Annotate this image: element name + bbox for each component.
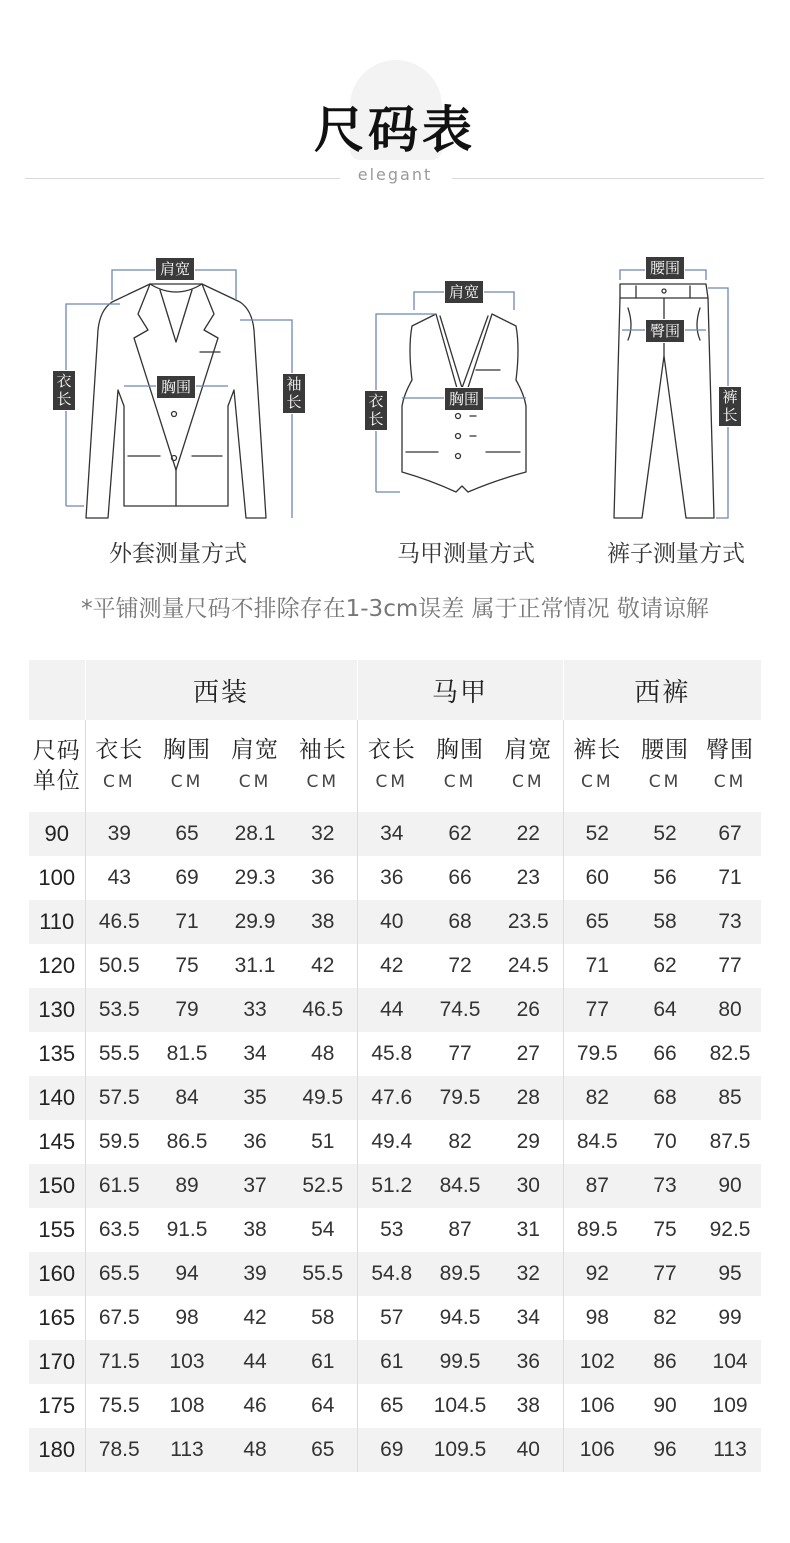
value-cell: 82.5 [709, 1042, 751, 1065]
value-cell: 54.8 [357, 1252, 426, 1296]
value-cell: 26 [494, 988, 563, 1032]
value-cell: 43 [85, 856, 153, 900]
value-cell: 54 [311, 1218, 335, 1241]
value-cell: 42 [311, 954, 335, 977]
group-header-suit: 西装 [85, 660, 357, 720]
value-cell: 59.5 [85, 1120, 153, 1164]
table-row [29, 812, 761, 856]
value-cell: 82 [448, 1130, 472, 1153]
group-header-row [29, 660, 761, 720]
value-cell: 49.5 [289, 1076, 357, 1120]
value-cell: 67 [699, 812, 761, 856]
size-cell: 140 [29, 1076, 85, 1120]
column-name: 腰围 [641, 737, 690, 763]
value-cell: 108 [169, 1394, 205, 1417]
value-cell: 31 [516, 1218, 540, 1241]
value-cell: 28 [494, 1076, 563, 1120]
column-name: 肩宽 [231, 737, 279, 763]
size-cell: 90 [29, 812, 85, 856]
column-unit: CM [713, 772, 747, 792]
value-cell: 85 [699, 1076, 761, 1120]
vest-length-label: 衣长 [364, 390, 388, 431]
value-cell: 42 [243, 1306, 267, 1329]
value-cell: 98 [563, 1296, 631, 1340]
column-header [426, 720, 494, 812]
value-cell: 103 [153, 1340, 221, 1384]
column-name: 肩宽 [504, 737, 553, 763]
unit-header-label: 单位 [32, 768, 81, 794]
table-row [29, 1252, 761, 1296]
value-cell: 104.5 [433, 1394, 487, 1417]
value-cell: 81.5 [166, 1042, 208, 1065]
value-cell: 75 [653, 1218, 677, 1241]
table-row [29, 1120, 761, 1164]
value-cell: 53.5 [85, 988, 153, 1032]
value-cell: 69 [357, 1428, 426, 1472]
value-cell: 79.5 [426, 1076, 494, 1120]
value-cell: 46 [243, 1394, 267, 1417]
value-cell: 87.5 [709, 1130, 751, 1153]
value-cell: 46.5 [289, 988, 357, 1032]
value-cell: 57 [357, 1296, 426, 1340]
value-cell: 44 [357, 988, 426, 1032]
value-cell: 58 [631, 900, 699, 944]
pants-length-label: 裤长 [718, 386, 742, 427]
group-header-trousers: 西裤 [563, 660, 761, 720]
size-table [29, 660, 761, 1472]
value-cell: 30 [494, 1164, 563, 1208]
value-cell: 51 [311, 1130, 335, 1153]
value-cell: 84.5 [563, 1120, 631, 1164]
value-cell: 104 [699, 1340, 761, 1384]
jacket-shoulder-label: 肩宽 [155, 257, 195, 281]
value-cell: 87 [448, 1218, 472, 1241]
value-cell: 29 [516, 1130, 540, 1153]
column-unit: CM [306, 772, 340, 792]
value-cell: 39 [85, 812, 153, 856]
value-cell: 102 [563, 1340, 631, 1384]
pants-hip-label: 臀围 [645, 319, 685, 343]
value-cell: 34 [357, 812, 426, 856]
size-cell: 165 [38, 1305, 76, 1330]
table-row [29, 1208, 761, 1252]
value-cell: 36 [357, 856, 426, 900]
value-cell: 37 [221, 1164, 289, 1208]
table-row [29, 1340, 761, 1384]
value-cell: 106 [563, 1384, 631, 1428]
column-header [494, 720, 563, 812]
value-cell: 61 [357, 1340, 426, 1384]
value-cell: 45.8 [357, 1032, 426, 1076]
column-name: 臀围 [706, 737, 755, 763]
value-cell: 99 [718, 1306, 742, 1329]
value-cell: 35 [221, 1076, 289, 1120]
value-cell: 40 [494, 1428, 563, 1472]
table-row [29, 1164, 761, 1208]
value-cell: 52 [631, 812, 699, 856]
table-row [29, 900, 761, 944]
vest-chest-label: 胸围 [444, 387, 484, 411]
value-cell: 62 [426, 812, 494, 856]
value-cell: 113 [699, 1428, 761, 1472]
vest-shoulder-label: 肩宽 [444, 280, 484, 304]
value-cell: 49.4 [357, 1120, 426, 1164]
value-cell: 63.5 [85, 1208, 153, 1252]
size-cell: 160 [29, 1252, 85, 1296]
value-cell: 44 [221, 1340, 289, 1384]
value-cell: 31.1 [234, 954, 276, 977]
value-cell: 65 [357, 1384, 426, 1428]
value-cell: 32 [494, 1252, 563, 1296]
table-row [29, 1076, 761, 1120]
value-cell: 22 [494, 812, 563, 856]
table-row [29, 1296, 761, 1340]
column-header [699, 720, 761, 812]
column-header-row [29, 720, 761, 812]
value-cell: 74.5 [426, 988, 494, 1032]
group-header-vest: 马甲 [357, 660, 563, 720]
size-cell: 110 [29, 900, 85, 944]
value-cell: 34 [243, 1042, 267, 1065]
vest-caption: 马甲测量方式 [397, 541, 535, 567]
size-cell: 150 [29, 1164, 85, 1208]
value-cell: 71 [563, 944, 631, 988]
value-cell: 75.5 [85, 1384, 153, 1428]
value-cell: 77 [448, 1042, 472, 1065]
size-header-label: 尺码 [32, 738, 81, 764]
column-name: 衣长 [367, 737, 416, 763]
table-row [29, 856, 761, 900]
value-cell: 95 [699, 1252, 761, 1296]
jacket-caption: 外套测量方式 [109, 541, 247, 567]
value-cell: 36 [243, 1130, 267, 1153]
column-unit: CM [581, 772, 614, 792]
value-cell: 40 [357, 900, 426, 944]
column-unit: CM [512, 772, 545, 792]
column-header [85, 720, 153, 812]
value-cell: 71 [718, 866, 742, 889]
value-cell: 24.5 [507, 954, 549, 977]
value-cell: 66 [653, 1042, 677, 1065]
size-cell: 180 [29, 1428, 85, 1472]
value-cell: 38 [516, 1394, 540, 1417]
value-cell: 61 [289, 1340, 357, 1384]
value-cell: 65.5 [85, 1252, 153, 1296]
value-cell: 29.3 [234, 866, 276, 889]
value-cell: 77 [563, 988, 631, 1032]
value-cell: 52 [563, 812, 631, 856]
value-cell: 96 [631, 1428, 699, 1472]
jacket-chest-label: 胸围 [156, 375, 196, 399]
column-header [357, 720, 426, 812]
measurement-note: *平铺测量尺码不排除存在1-3cm误差 属于正常情况 敬请谅解 [81, 596, 709, 622]
value-cell: 84 [153, 1076, 221, 1120]
pants-waist-label: 腰围 [645, 256, 685, 280]
value-cell: 94 [153, 1252, 221, 1296]
value-cell: 109.5 [426, 1428, 494, 1472]
value-cell: 67.5 [85, 1296, 153, 1340]
page-header [0, 0, 790, 200]
size-cell: 175 [38, 1393, 76, 1418]
jacket-illustration [86, 284, 266, 518]
value-cell: 36 [311, 866, 335, 889]
value-cell: 80 [699, 988, 761, 1032]
value-cell: 92 [563, 1252, 631, 1296]
value-cell: 84.5 [426, 1164, 494, 1208]
value-cell: 90 [653, 1394, 677, 1417]
value-cell: 66 [448, 866, 472, 889]
size-cell: 170 [29, 1340, 85, 1384]
column-header-size [29, 720, 85, 812]
value-cell: 64 [631, 988, 699, 1032]
value-cell: 29.9 [221, 900, 289, 944]
size-cell: 130 [29, 988, 85, 1032]
jacket-sleeve-label: 袖长 [282, 373, 306, 414]
value-cell: 106 [563, 1428, 631, 1472]
value-cell: 89 [153, 1164, 221, 1208]
column-header [563, 720, 631, 812]
value-cell: 87 [563, 1164, 631, 1208]
value-cell: 23.5 [494, 900, 563, 944]
column-name: 裤长 [573, 737, 622, 763]
value-cell: 27 [516, 1042, 540, 1065]
value-cell: 73 [631, 1164, 699, 1208]
value-cell: 98 [175, 1306, 199, 1329]
value-cell: 109 [712, 1394, 748, 1417]
column-header [289, 720, 357, 812]
value-cell: 51.2 [357, 1164, 426, 1208]
value-cell: 72 [448, 954, 472, 977]
value-cell: 33 [221, 988, 289, 1032]
value-cell: 79 [153, 988, 221, 1032]
value-cell: 36 [494, 1340, 563, 1384]
column-unit: CM [375, 772, 409, 792]
value-cell: 48 [311, 1042, 335, 1065]
table-row [29, 988, 761, 1032]
value-cell: 65 [153, 812, 221, 856]
value-cell: 61.5 [85, 1164, 153, 1208]
value-cell: 65 [289, 1428, 357, 1472]
size-cell: 135 [38, 1041, 76, 1066]
column-name: 衣长 [95, 737, 144, 763]
value-cell: 90 [699, 1164, 761, 1208]
value-cell: 64 [311, 1394, 335, 1417]
pants-caption: 裤子测量方式 [607, 541, 745, 567]
value-cell: 50.5 [85, 944, 153, 988]
value-cell: 77 [718, 954, 742, 977]
size-cell: 145 [38, 1129, 76, 1154]
size-table-body [29, 812, 761, 1472]
value-cell: 48 [221, 1428, 289, 1472]
value-cell: 58 [311, 1306, 335, 1329]
size-cell: 120 [38, 953, 76, 978]
value-cell: 23 [516, 866, 540, 889]
value-cell: 34 [516, 1306, 540, 1329]
value-cell: 99.5 [426, 1340, 494, 1384]
value-cell: 94.5 [439, 1306, 481, 1329]
value-cell: 38 [243, 1218, 267, 1241]
column-unit: CM [443, 772, 477, 792]
value-cell: 55.5 [85, 1032, 153, 1076]
value-cell: 65 [563, 900, 631, 944]
table-row [29, 1032, 761, 1076]
value-cell: 68 [426, 900, 494, 944]
value-cell: 89.5 [426, 1252, 494, 1296]
value-cell: 57.5 [85, 1076, 153, 1120]
column-unit: CM [648, 772, 682, 792]
value-cell: 73 [699, 900, 761, 944]
column-header [221, 720, 289, 812]
value-cell: 52.5 [289, 1164, 357, 1208]
value-cell: 79.5 [563, 1032, 631, 1076]
table-row [29, 1428, 761, 1472]
value-cell: 77 [631, 1252, 699, 1296]
table-row [29, 1384, 761, 1428]
value-cell: 91.5 [166, 1218, 208, 1241]
value-cell: 53 [357, 1208, 426, 1252]
value-cell: 42 [357, 944, 426, 988]
header-subtitle: elegant [357, 165, 433, 184]
column-header [153, 720, 221, 812]
page-title: 尺码表 [314, 101, 476, 159]
table-row [29, 944, 761, 988]
value-cell: 113 [153, 1428, 221, 1472]
value-cell: 62 [653, 954, 677, 977]
column-name: 胸围 [163, 737, 211, 763]
value-cell: 86 [631, 1340, 699, 1384]
value-cell: 39 [221, 1252, 289, 1296]
value-cell: 78.5 [85, 1428, 153, 1472]
value-cell: 92.5 [709, 1218, 751, 1241]
value-cell: 82 [653, 1306, 677, 1329]
column-name: 胸围 [436, 737, 485, 763]
jacket-length-label: 衣长 [52, 370, 76, 411]
group-header-empty [29, 660, 85, 720]
column-name: 袖长 [298, 737, 347, 763]
value-cell: 38 [289, 900, 357, 944]
value-cell: 28.1 [221, 812, 289, 856]
value-cell: 68 [631, 1076, 699, 1120]
size-cell: 155 [38, 1217, 76, 1242]
value-cell: 32 [289, 812, 357, 856]
value-cell: 46.5 [85, 900, 153, 944]
column-header [631, 720, 699, 812]
size-cell: 100 [38, 865, 76, 890]
column-unit: CM [238, 772, 272, 792]
value-cell: 60 [563, 856, 631, 900]
value-cell: 69 [175, 866, 199, 889]
value-cell: 71 [153, 900, 221, 944]
value-cell: 75 [175, 954, 199, 977]
value-cell: 55.5 [289, 1252, 357, 1296]
column-unit: CM [170, 772, 204, 792]
value-cell: 70 [653, 1130, 677, 1153]
value-cell: 47.6 [357, 1076, 426, 1120]
value-cell: 89.5 [563, 1208, 631, 1252]
value-cell: 86.5 [166, 1130, 208, 1153]
value-cell: 71.5 [85, 1340, 153, 1384]
measurement-diagrams [0, 230, 790, 567]
value-cell: 82 [563, 1076, 631, 1120]
column-unit: CM [102, 772, 136, 792]
value-cell: 56 [653, 866, 677, 889]
